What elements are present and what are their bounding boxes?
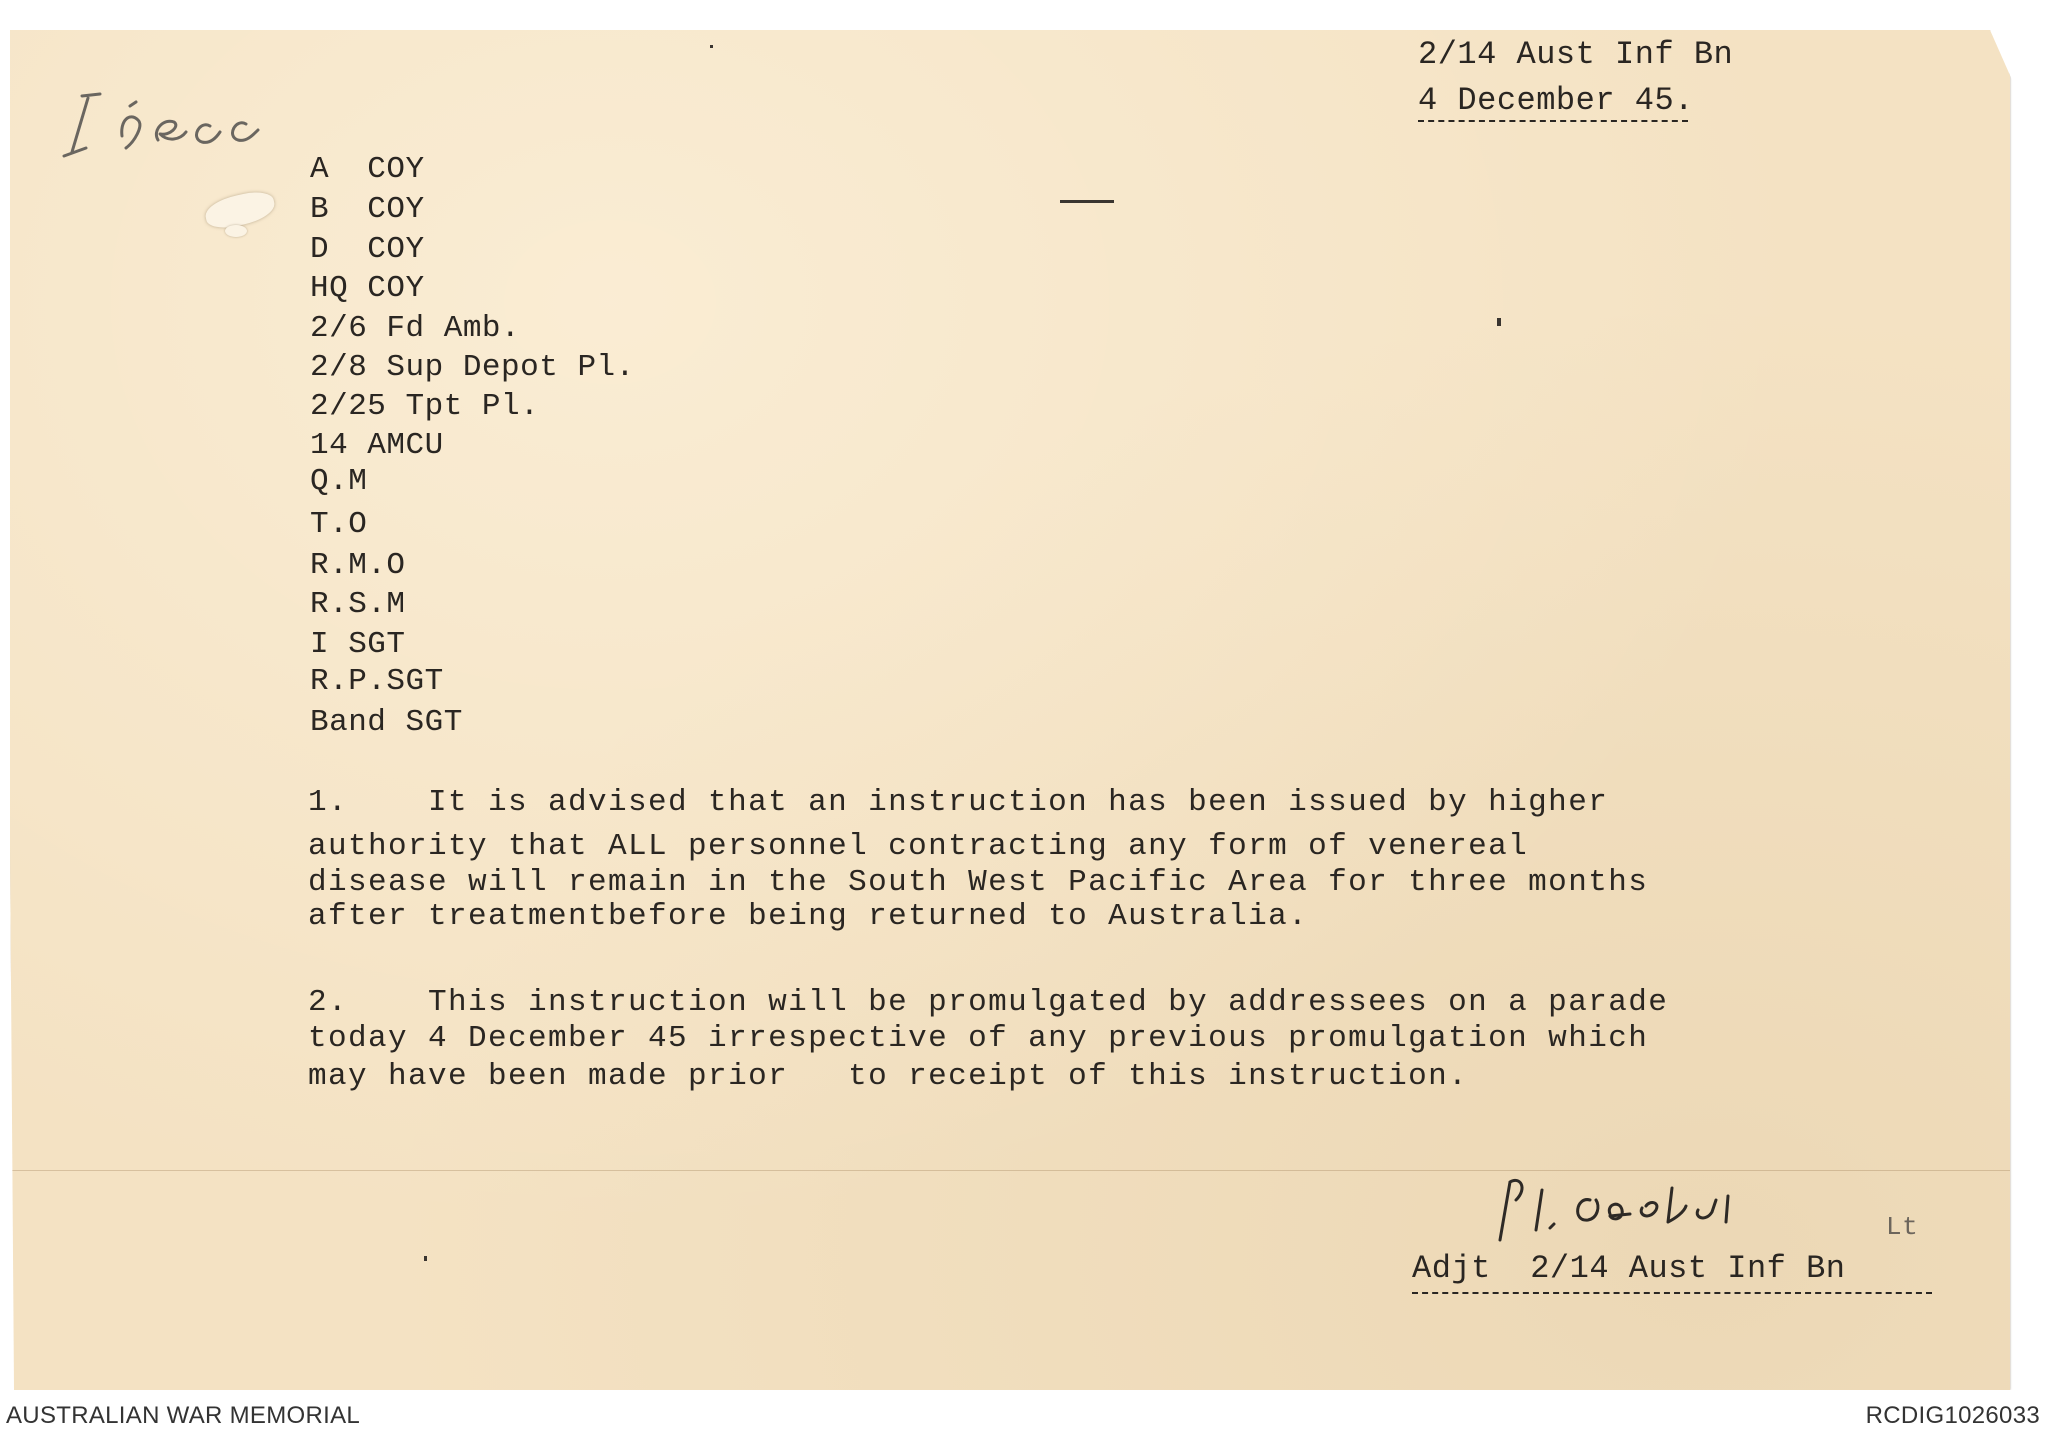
paragraph-2-line: today 4 December 45 irrespective of any previous promulgation which (308, 1021, 1649, 1056)
addressee: R.M.O (310, 548, 406, 583)
signature-underline (1412, 1292, 1932, 1294)
addressee: 2/8 Sup Depot Pl. (310, 350, 635, 385)
ink-mark (710, 45, 713, 48)
paragraph-2-line: may have been made prior to receipt of this instruction. (308, 1059, 1469, 1094)
ink-mark (1060, 200, 1114, 203)
addressee: 14 AMCU (310, 428, 444, 463)
addressee: Band SGT (310, 705, 463, 740)
addressee: R.S.M (310, 587, 406, 622)
signature-title: Adjt 2/14 Aust Inf Bn (1412, 1250, 1846, 1287)
footer-archive-name: AUSTRALIAN WAR MEMORIAL (6, 1402, 361, 1429)
addressee: B COY (310, 192, 425, 227)
addressee: T.O (310, 507, 368, 542)
ink-mark (1497, 318, 1501, 326)
addressee: 2/6 Fd Amb. (310, 311, 521, 346)
header-unit: 2/14 Aust Inf Bn (1418, 36, 1734, 73)
paragraph-1-line: 1. It is advised that an instruction has been issued by higher (308, 785, 1609, 820)
signature-rank-suffix: Lt (1886, 1212, 1919, 1242)
paragraph-2-line: 2. This instruction will be promulgated by addressees on a parade (308, 985, 1669, 1020)
addressee: I SGT (310, 627, 406, 662)
paragraph-1-line: authority that ALL personnel contracting any form of venereal (308, 829, 1529, 864)
handwritten-signature (1480, 1170, 1860, 1250)
paragraph-1-line: after treatmentbefore being returned to Australia. (308, 899, 1309, 934)
addressee: A COY (310, 152, 425, 187)
handwritten-note (60, 60, 280, 170)
header-date: 4 December 45. (1418, 82, 1694, 119)
paragraph-1-line: disease will remain in the South West Pacific Area for three months (308, 865, 1649, 900)
paper-tear (225, 225, 247, 237)
footer-record-id: RCDIG1026033 (1865, 1402, 2040, 1429)
ink-mark (424, 1256, 427, 1261)
addressee: 2/25 Tpt Pl. (310, 389, 540, 424)
addressee: D COY (310, 232, 425, 267)
date-underline (1418, 120, 1688, 122)
addressee: Q.M (310, 464, 368, 499)
addressee: R.P.SGT (310, 664, 444, 699)
addressee: HQ COY (310, 271, 425, 306)
